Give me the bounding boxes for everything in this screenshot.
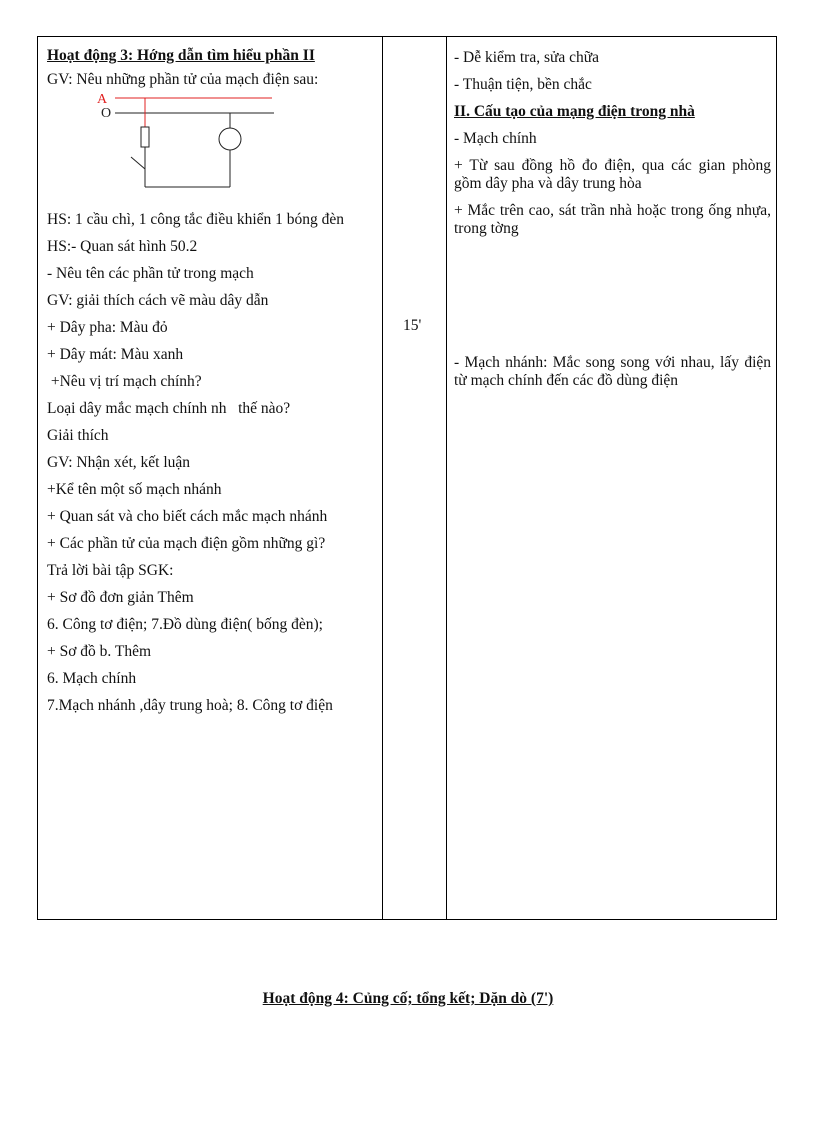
left-line: + Dây pha: Màu đỏ bbox=[47, 319, 168, 336]
left-line: GV: Nêu những phần tử của mạch điện sau: bbox=[47, 71, 319, 88]
switch-symbol bbox=[131, 157, 145, 169]
lesson-table bbox=[37, 36, 777, 920]
left-line: + Dây mát: Màu xanh bbox=[47, 346, 184, 363]
left-line: HS: 1 cầu chì, 1 công tắc điều khiển 1 bóng đèn bbox=[47, 211, 345, 228]
left-line: Trả lời bài tập SGK: bbox=[47, 562, 174, 579]
left-line: Loại dây mắc mạch chính nh thế nào? bbox=[47, 400, 291, 417]
column-divider-1 bbox=[382, 37, 383, 919]
left-line: +Kể tên một số mạch nhánh bbox=[47, 481, 222, 498]
branch-circuit-text: - Mạch nhánh: Mắc song song với nhau, lấy điện từ mạch chính đến các đồ dùng điện bbox=[454, 354, 771, 389]
content-column bbox=[447, 37, 777, 399]
left-line: + Các phần tử của mạch điện gồm những gì? bbox=[47, 535, 326, 552]
right-line: + Mắc trên cao, sát trần nhà hoặc trong ống nhựa, trong tờng bbox=[454, 202, 771, 237]
left-line: HS:- Quan sát hình 50.2 bbox=[47, 238, 198, 255]
teacher-student-column bbox=[38, 37, 382, 715]
left-line: GV: Nhận xét, kết luận bbox=[47, 454, 191, 471]
label-o: O bbox=[101, 106, 112, 121]
left-line: GV: giải thích cách vẽ màu dây dẫn bbox=[47, 292, 269, 309]
left-lines-after bbox=[47, 211, 378, 715]
left-line: Giải thích bbox=[47, 427, 109, 444]
lamp-symbol bbox=[219, 128, 241, 150]
left-line: + Sơ đồ đơn giản Thêm bbox=[47, 589, 194, 606]
activity-3-heading: Hoạt động 3: Hớng dẫn tìm hiểu phần II bbox=[47, 47, 315, 64]
left-line: 7.Mạch nhánh ,dây trung hoà; 8. Công tơ điện bbox=[47, 697, 333, 714]
left-line: + Quan sát và cho biết cách mắc mạch nhánh bbox=[47, 508, 328, 525]
right-line: - Dễ kiểm tra, sửa chữa bbox=[454, 49, 600, 66]
time-value: 15' bbox=[403, 317, 422, 334]
left-line: 6. Mạch chính bbox=[47, 670, 137, 687]
right-line: - Thuận tiện, bền chắc bbox=[454, 76, 592, 93]
section-ii-heading: II. Cấu tạo của mạng điện trong nhà bbox=[454, 103, 695, 120]
left-line: +Nêu vị trí mạch chính? bbox=[47, 373, 202, 390]
left-line: - Nêu tên các phần tử trong mạch bbox=[47, 265, 254, 282]
left-line: + Sơ đồ b. Thêm bbox=[47, 643, 152, 660]
circuit-diagram bbox=[77, 89, 317, 207]
left-line: 6. Công tơ điện; 7.Đồ dùng điện( bống đèn); bbox=[47, 616, 323, 633]
label-a: A bbox=[97, 92, 108, 107]
right-line: - Mạch chính bbox=[454, 130, 537, 147]
fuse-symbol bbox=[141, 127, 149, 147]
activity-4-heading: Hoạt động 4: Củng cố; tổng kết; Dặn dò (7') bbox=[262, 990, 554, 1007]
right-line: + Từ sau đồng hồ đo điện, qua các gian phòng gồm dây pha và dây trung hòa bbox=[454, 157, 771, 192]
